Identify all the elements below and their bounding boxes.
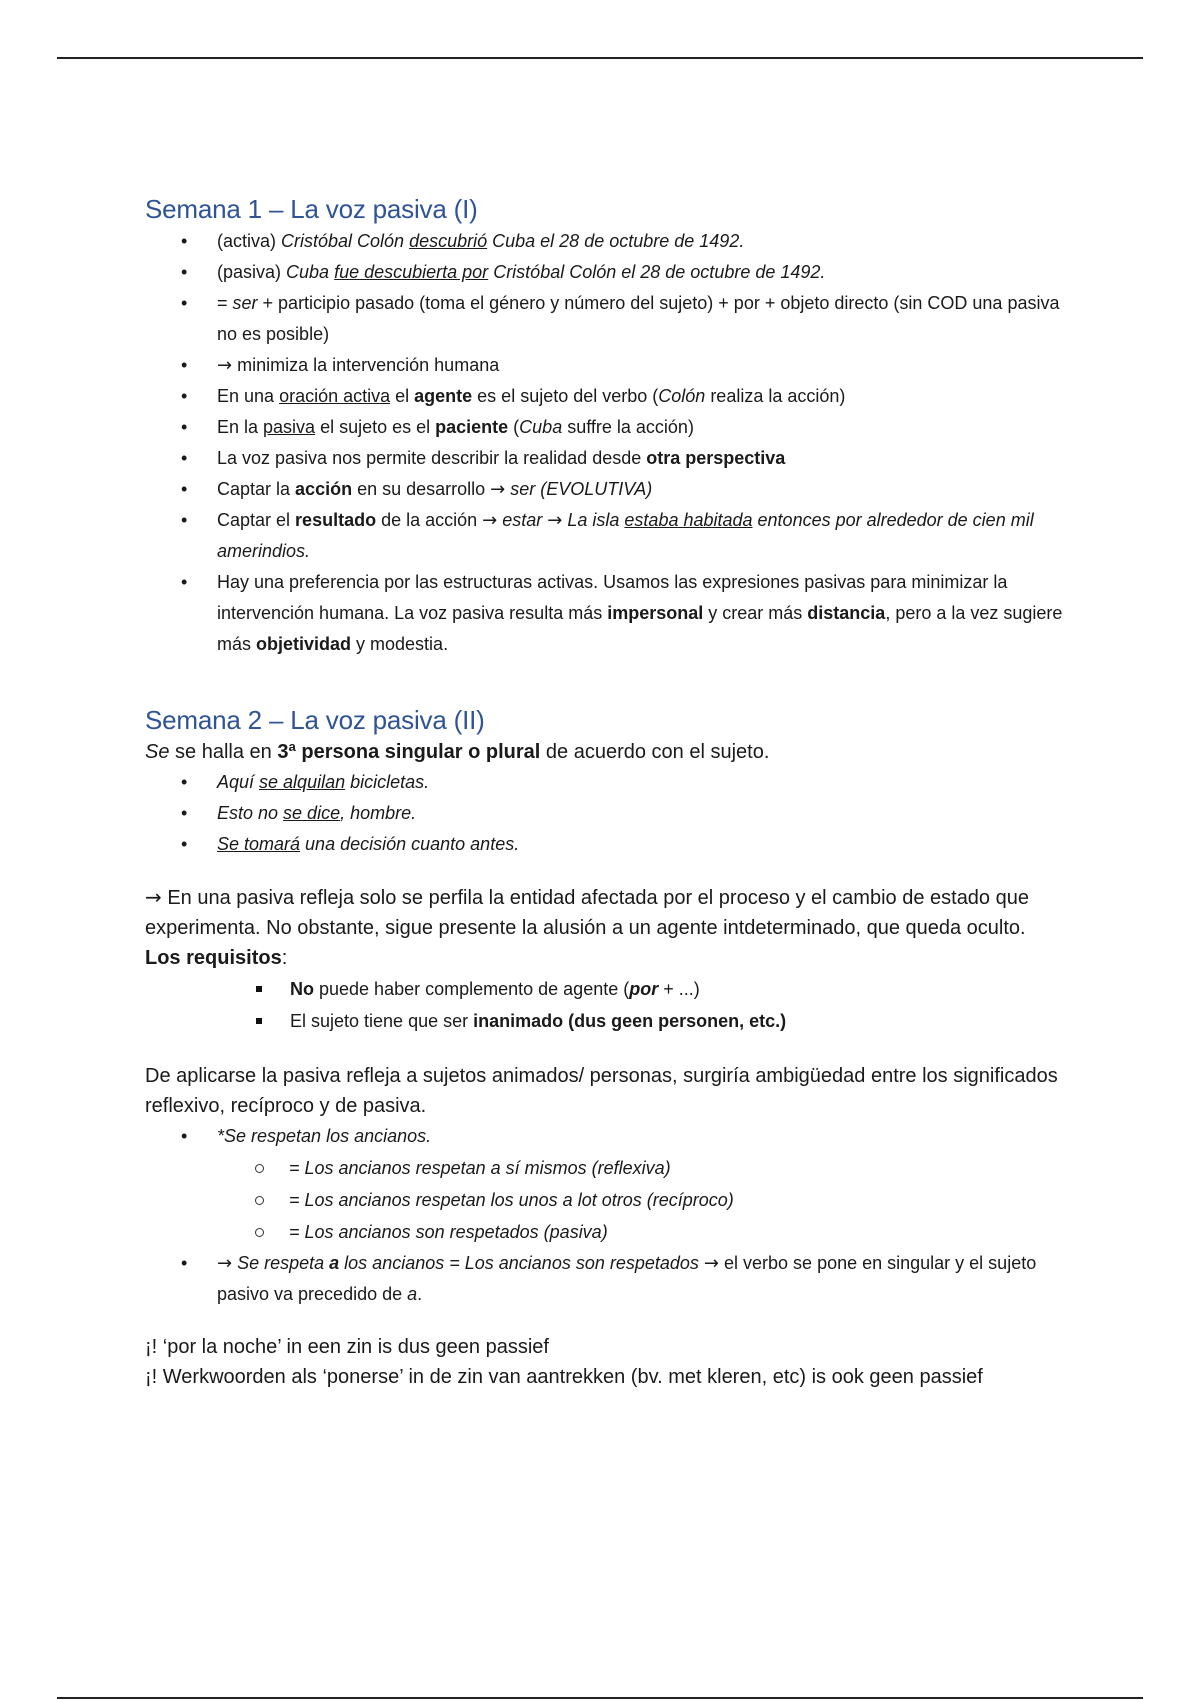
requisitos-list bbox=[290, 973, 1075, 1037]
arrow-right-icon: → bbox=[217, 355, 233, 376]
list-item: = Los ancianos respetan los unos a lot otros (recíproco) bbox=[289, 1184, 1075, 1216]
list-item: = Los ancianos son respetados (pasiva) bbox=[289, 1216, 1075, 1248]
list-item: • Aquí se alquilan bicicletas. bbox=[217, 767, 1075, 798]
arrow-right-icon: → bbox=[490, 479, 506, 500]
section-1-heading: Semana 1 – La voz pasiva (I) bbox=[145, 194, 478, 224]
list-item: • La voz pasiva nos permite describir la realidad desde otra perspectiva bbox=[217, 443, 1075, 474]
arrow-right-icon: → bbox=[145, 885, 162, 909]
header-rule bbox=[57, 57, 1143, 59]
arrow-right-icon: → bbox=[703, 1253, 720, 1274]
list-item: • Se tomará una decisión cuanto antes. bbox=[217, 829, 1075, 860]
list-item: • (pasiva) Cuba fue descubierta por Cristóbal Colón el 28 de octubre de 1492. bbox=[217, 257, 1075, 288]
arrow-right-icon: → bbox=[482, 510, 498, 531]
section-1-bullets bbox=[217, 226, 1075, 660]
arrow-right-icon: → bbox=[547, 510, 563, 531]
list-item: • Esto no se dice, hombre. bbox=[217, 798, 1075, 829]
list-item: • En la pasiva el sujeto es el paciente (Cuba suffre la acción) bbox=[217, 412, 1075, 443]
sub-list bbox=[289, 1152, 1075, 1248]
list-item: = Los ancianos respetan a sí mismos (reflexiva) bbox=[289, 1152, 1075, 1184]
section-2-examples bbox=[217, 767, 1075, 860]
arrow-right-icon: → bbox=[217, 1253, 233, 1274]
ambiguity-examples bbox=[217, 1121, 1075, 1310]
list-item: • Captar la acción en su desarrollo → ser (EVOLUTIVA) bbox=[217, 474, 1075, 505]
note: ¡! ‘por la noche’ in een zin is dus geen passief bbox=[145, 1336, 549, 1358]
note: ¡! Werkwoorden als ‘ponerse’ in de zin van aantrekken (bv. met kleren, etc) is ook geen passief bbox=[145, 1366, 983, 1388]
list-item: • En una oración activa el agente es el sujeto del verbo (Colón realiza la acción) bbox=[217, 381, 1075, 412]
footer-rule bbox=[57, 1697, 1143, 1699]
requisitos-label: Los requisitos: bbox=[145, 947, 288, 969]
list-item: • Captar el resultado de la acción → estar → La isla estaba habitada entonces por alrededor de cien mil amerindios. bbox=[217, 505, 1075, 567]
list-item: • (activa) Cristóbal Colón descubrió Cuba el 28 de octubre de 1492. bbox=[217, 226, 1075, 257]
paragraph: De aplicarse la pasiva refleja a sujetos animados/ personas, surgiría ambigüedad entre los significados reflexivo, recíproco y de pasiva. bbox=[145, 1065, 1058, 1117]
list-item: • → Se respeta a los ancianos = Los ancianos son respetados → el verbo se pone en singular y el sujeto pasivo va precedido de a. bbox=[217, 1248, 1075, 1310]
section-2-heading: Semana 2 – La voz pasiva (II) bbox=[145, 705, 485, 735]
list-item: • Hay una preferencia por las estructuras activas. Usamos las expresiones pasivas para minimizar la intervención humana. La voz pasiva resulta más impersonal y crear más distancia, pero a la vez sugiere más objetividad y modestia. bbox=[217, 567, 1075, 660]
list-item: • → minimiza la intervención humana bbox=[217, 350, 1075, 381]
document-body bbox=[145, 192, 1075, 1392]
list-item: • *Se respetan los ancianos. = Los ancianos respetan a sí mismos (reflexiva) = Los ancianos respetan los unos a lot otros (recíproco) = Los ancianos son respetados (pasiva) bbox=[217, 1121, 1075, 1248]
list-item: No puede haber complemento de agente (por + ...) bbox=[290, 973, 1075, 1005]
list-item: El sujeto tiene que ser inanimado (dus geen personen, etc.) bbox=[290, 1005, 1075, 1037]
list-item: • = ser + participio pasado (toma el género y número del sujeto) + por + objeto directo (sin COD una pasiva no es posible) bbox=[217, 288, 1075, 350]
paragraph: → En una pasiva refleja solo se perfila la entidad afectada por el proceso y el cambio de estado que experimenta. No obstante, sigue presente la alusión a un agente intdeterminado, que queda oculto. bbox=[145, 885, 1029, 939]
section-2-intro: Se se halla en 3ª persona singular o plural de acuerdo con el sujeto. bbox=[145, 741, 770, 763]
